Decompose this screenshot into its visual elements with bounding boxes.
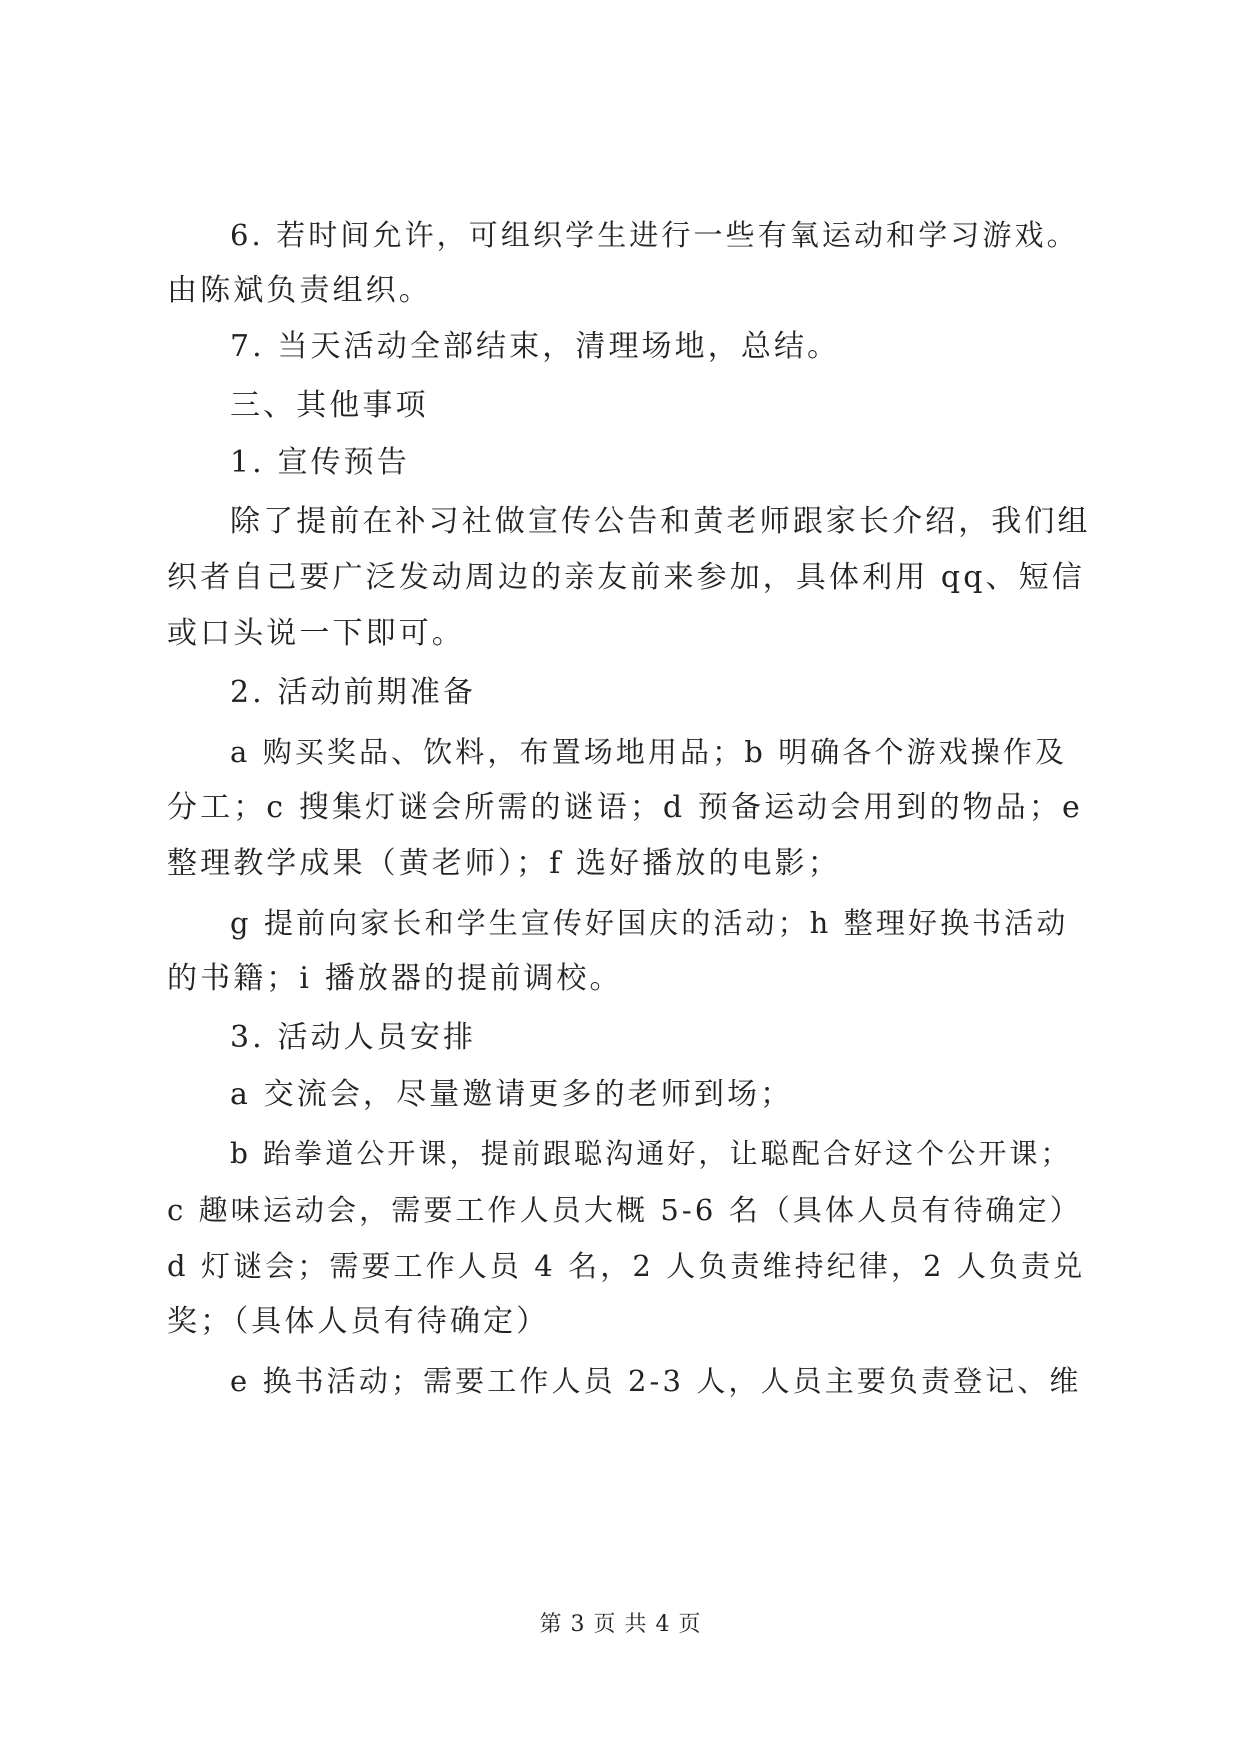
- text-line: 或口头说一下即可。: [167, 616, 465, 651]
- page-number-footer: 第 3 页 共 4 页: [539, 1612, 702, 1637]
- text-line: 整理教学成果（黄老师）；f 选好播放的电影；: [167, 846, 841, 881]
- text-line: 由陈斌负责组织。: [167, 273, 432, 308]
- text-line: 除了提前在补习社做宣传公告和黄老师跟家长介绍，我们组: [230, 504, 1091, 539]
- section-heading: 三、其他事项: [230, 388, 429, 423]
- text-line: b 跆拳道公开课，提前跟聪沟通好，让聪配合好这个公开课；: [230, 1137, 1072, 1170]
- text-line: 织者自己要广泛发动周边的亲友前来参加，具体利用 qq、短信: [167, 560, 1085, 595]
- text-line: 的书籍；i 播放器的提前调校。: [167, 961, 623, 996]
- text-line: 分工；c 搜集灯谜会所需的谜语；d 预备运动会用到的物品；e: [167, 790, 1083, 825]
- text-line: d 灯谜会；需要工作人员 4 名，2 人负责维持纪律，2 人负责兑: [167, 1249, 1086, 1283]
- subsection-heading: 1. 宣传预告: [230, 445, 410, 480]
- text-line: c 趣味运动会，需要工作人员大概 5-6 名（具体人员有待确定）: [167, 1193, 1082, 1227]
- text-line: 7. 当天活动全部结束，清理场地，总结。: [230, 329, 841, 364]
- subsection-heading: 3. 活动人员安排: [230, 1020, 477, 1055]
- text-line: a 购买奖品、饮料，布置场地用品；b 明确各个游戏操作及: [230, 735, 1068, 769]
- subsection-heading: 2. 活动前期准备: [230, 675, 477, 710]
- text-line: g 提前向家长和学生宣传好国庆的活动；h 整理好换书活动: [230, 906, 1069, 940]
- text-line: e 换书活动；需要工作人员 2-3 人，人员主要负责登记、维: [230, 1364, 1082, 1398]
- text-line: a 交流会，尽量邀请更多的老师到场；: [230, 1077, 794, 1112]
- text-line: 奖；（具体人员有待确定）: [167, 1304, 550, 1339]
- text-line: 6. 若时间允许，可组织学生进行一些有氧运动和学习游戏。: [230, 218, 1079, 252]
